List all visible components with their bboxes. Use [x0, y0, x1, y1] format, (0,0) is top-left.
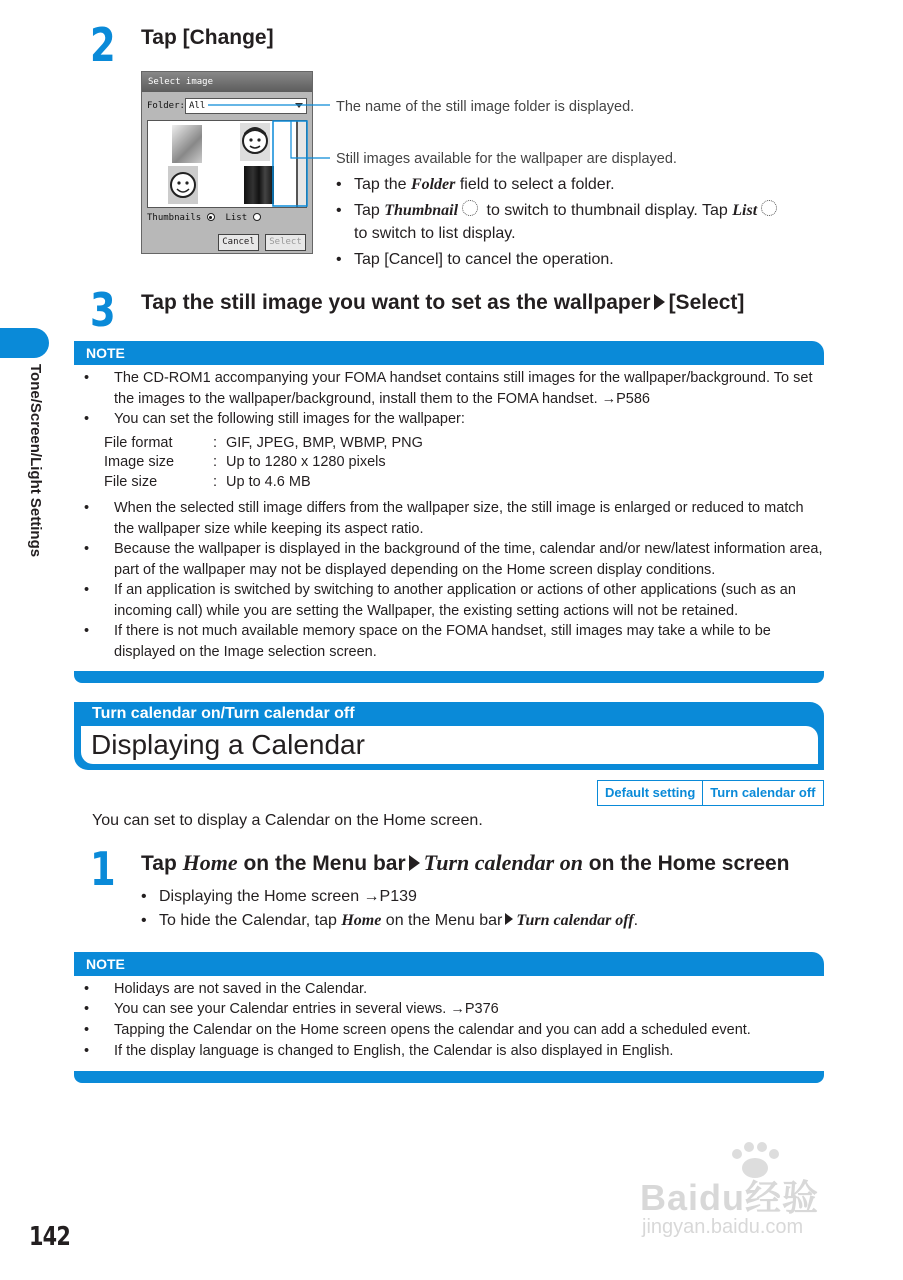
- image-thumbnail[interactable]: [244, 166, 274, 204]
- note-heading: NOTE: [74, 341, 824, 365]
- folder-label: Folder:: [147, 101, 185, 111]
- face-image: [168, 166, 198, 204]
- spec-sep: :: [213, 474, 218, 490]
- select-button[interactable]: Select: [265, 234, 306, 251]
- note-heading: NOTE: [74, 952, 824, 976]
- note-footer: [74, 1071, 824, 1083]
- watermark-url: jingyan.baidu.com: [642, 1216, 804, 1238]
- spec-value: Up to 1280 x 1280 pixels: [226, 454, 386, 470]
- step-number: 1: [90, 842, 114, 896]
- image-thumbnail[interactable]: [168, 166, 198, 204]
- face-image: [240, 123, 270, 161]
- step-title: Tap Home on the Menu bar Turn calendar on on the Home screen: [141, 850, 790, 875]
- arrow-right-icon: [654, 294, 665, 310]
- chevron-down-icon: [295, 103, 303, 108]
- section-banner: [74, 702, 824, 770]
- tap-indicator-icon: [761, 200, 777, 216]
- tap-indicator-icon: [462, 200, 478, 216]
- section-title-box: [81, 726, 818, 764]
- chapter-label: Tone/Screen/Light Settings: [27, 364, 44, 558]
- spec-key: File format: [104, 435, 173, 451]
- default-setting-value: Turn calendar off: [710, 785, 816, 800]
- scrollbar[interactable]: [297, 120, 307, 208]
- folder-select[interactable]: [185, 98, 307, 114]
- spec-key: File size: [104, 474, 158, 490]
- note-footer: [74, 671, 824, 683]
- callout-folder: The name of the still image folder is displayed.: [336, 99, 635, 115]
- watermark-logo: Baidu经验: [640, 1177, 820, 1218]
- thumbnails-radio[interactable]: [207, 213, 215, 221]
- view-mode-options: [147, 213, 261, 223]
- section-title: Displaying a Calendar: [91, 729, 365, 760]
- step-number: 3: [90, 283, 114, 337]
- image-thumbnail[interactable]: [172, 125, 202, 163]
- page-number: 142: [29, 1222, 71, 1252]
- image-grid: [147, 120, 297, 208]
- spec-sep: :: [213, 454, 218, 470]
- step-title: Tap the still image you want to set as the wallpaper [Select]: [141, 291, 745, 314]
- default-setting-key: Default setting: [598, 781, 703, 805]
- spec-value: Up to 4.6 MB: [226, 474, 311, 490]
- image-thumbnail[interactable]: [240, 123, 270, 161]
- arrow-right-icon: [409, 855, 420, 871]
- step-title: Tap [Change]: [141, 26, 274, 49]
- screen-title-bar: Select image: [142, 72, 312, 92]
- section-intro: You can set to display a Calendar on the Home screen.: [92, 812, 483, 829]
- spec-sep: :: [213, 435, 218, 451]
- cancel-button[interactable]: Cancel: [218, 234, 259, 251]
- list-radio[interactable]: [253, 213, 261, 221]
- list-label: List: [225, 213, 248, 223]
- spec-value: GIF, JPEG, BMP, WBMP, PNG: [226, 435, 423, 451]
- step-number: 2: [90, 18, 114, 72]
- spec-key: Image size: [104, 454, 175, 470]
- callout-images: Still images available for the wallpaper are displayed.: [336, 151, 677, 167]
- folder-value: All: [189, 101, 206, 111]
- arrow-right-icon: [505, 913, 513, 925]
- section-subtitle: Turn calendar on/Turn calendar off: [92, 705, 355, 722]
- select-image-screen: [141, 71, 313, 254]
- default-setting-table: [597, 780, 824, 806]
- chapter-tab: [0, 328, 49, 358]
- thumbnails-label: Thumbnails: [147, 213, 202, 223]
